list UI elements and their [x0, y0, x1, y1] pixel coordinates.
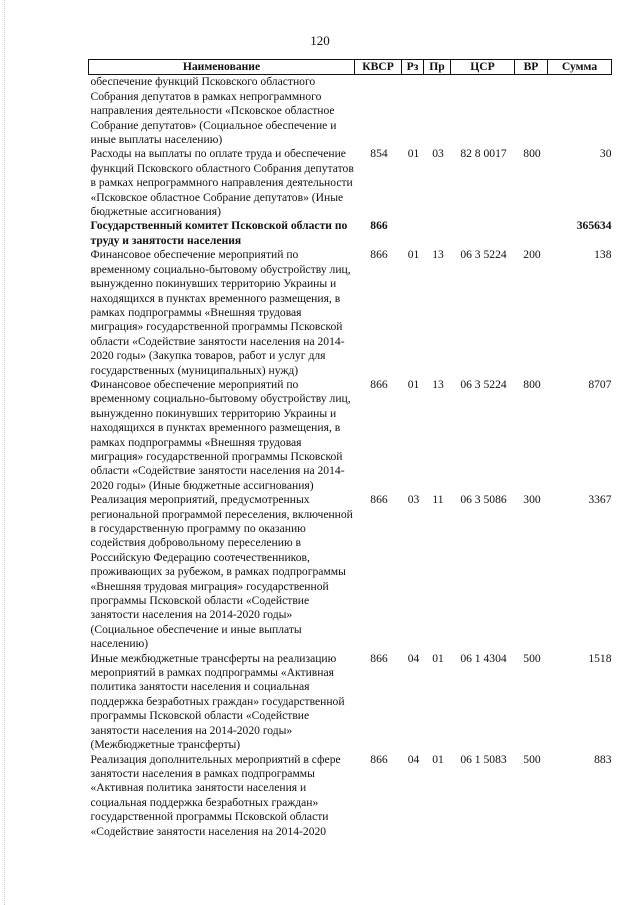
row-vr: 300 — [523, 493, 541, 507]
row-vr: 500 — [523, 651, 541, 665]
row-name: Реализация дополнительных мероприятий в сфере занятости населения в рамках подпрограммы «Активная политика занятости населения и социальная поддержка безработных граждан» государственной программы Псковской области «Содействие занятости населения на 2014-2020 — [90, 752, 341, 838]
row-name: обеспечение функций Псковского областного Собрания депутатов в рамках непрограммного направления деятельности «Псковское областное Собрание депутатов» (Социальное обеспечение и иные выплаты населению) — [90, 75, 337, 147]
header-kvsr: КВСР — [355, 60, 402, 75]
row-kvsr: 866 — [370, 219, 388, 233]
row-kvsr: 866 — [370, 651, 388, 665]
row-kvsr: 866 — [370, 752, 388, 766]
row-rz: 01 — [407, 147, 420, 161]
header-sum: Сумма — [548, 60, 612, 75]
page-number: 120 — [310, 33, 330, 48]
table-row-section — [89, 219, 612, 248]
row-pr: 13 — [432, 248, 444, 262]
table-body — [89, 75, 612, 839]
table-row — [89, 248, 612, 378]
row-kvsr: 854 — [370, 147, 388, 161]
row-sum: 3367 — [588, 493, 612, 507]
row-sum: 138 — [594, 248, 612, 262]
table-header — [89, 60, 612, 75]
row-pr: 11 — [432, 493, 444, 507]
table-row — [89, 493, 612, 651]
row-pr: 13 — [432, 377, 444, 391]
table-row — [89, 147, 612, 219]
row-sum — [548, 75, 612, 148]
row-csr: 06 3 5224 — [460, 377, 507, 391]
row-pr: 03 — [432, 147, 444, 161]
header-name: Наименование — [89, 60, 355, 75]
row-csr: 06 1 4304 — [460, 651, 507, 665]
row-rz — [402, 219, 424, 248]
row-sum: 1518 — [588, 651, 612, 665]
header-vr: ВР — [515, 60, 548, 75]
row-vr: 800 — [523, 377, 541, 391]
row-rz: 04 — [407, 752, 420, 766]
row-pr: 01 — [432, 752, 444, 766]
row-kvsr: 866 — [370, 248, 388, 262]
row-sum: 883 — [594, 752, 612, 766]
header-pr: Пр — [424, 60, 451, 75]
row-kvsr: 866 — [370, 493, 388, 507]
row-csr: 06 3 5224 — [460, 248, 507, 262]
row-name: Государственный комитет Псковской области по труду и занятости населения — [90, 219, 348, 247]
header-rz: Рз — [402, 60, 424, 75]
row-sum: 365634 — [576, 219, 612, 233]
row-pr — [424, 75, 451, 148]
row-csr: 06 3 5086 — [460, 493, 507, 507]
row-rz: 01 — [407, 248, 420, 262]
row-name: Финансовое обеспечение мероприятий по временному социально-бытовому обустройству лиц, вынужденно покинувших территорию Украины и находящихся в пунктах временного размещения, в рамках подпрограммы «Внешняя трудовая миграция» государственной программы Псковской области «Содействие занятости населения на 2014-2020 годы» (Иные бюджетные ассигнования) — [90, 377, 351, 492]
table-row — [89, 378, 612, 493]
row-name: Иные межбюджетные трансферты на реализацию мероприятий в рамках подпрограммы «Активная политика занятости населения и социальная поддержка безработных граждан» государственной программы Псковской области «Содействие занятости населения на 2014-2020 годы» (Межбюджетные трансферты) — [90, 651, 345, 752]
row-sum: 8707 — [588, 377, 612, 391]
row-pr — [424, 219, 451, 248]
row-csr — [451, 219, 515, 248]
row-vr — [515, 219, 548, 248]
row-rz — [402, 75, 424, 148]
row-rz: 01 — [407, 377, 420, 391]
row-vr: 500 — [523, 752, 541, 766]
row-name: Финансовое обеспечение мероприятий по временному социально-бытовому обустройству лиц, вынужденно покинувших территорию Украины и находящихся в пунктах временного размещения, в рамках подпрограммы «Внешняя трудовая миграция» государственной программы Псковской области «Содействие занятости населения на 2014-2020 годы» (Закупка товаров, работ и услуг для государственных (муниципальных) нужд) — [90, 248, 351, 377]
header-csr: ЦСР — [451, 60, 515, 75]
table-row — [89, 652, 612, 753]
scan-edge-line — [4, 0, 6, 905]
table-row — [89, 75, 612, 148]
row-name: Реализация мероприятий, предусмотренных региональной программой переселения, включенной в государственную программу по оказанию содействия добровольному переселению в Российскую Федерацию соотечественников, проживающих за рубежом, в рамках подпрограммы «Внешняя трудовая миграция» государственной программы Псковской области «Содействие занятости населения на 2014-2020 годы» (Социальное обеспечение и иные выплаты населению) — [90, 493, 353, 651]
row-kvsr — [355, 75, 402, 148]
table-row — [89, 753, 612, 839]
row-sum: 30 — [599, 147, 612, 161]
row-rz: 04 — [407, 651, 420, 665]
budget-table — [88, 59, 612, 839]
row-csr — [451, 75, 515, 148]
row-csr: 82 8 0017 — [460, 147, 507, 161]
row-rz: 03 — [407, 493, 420, 507]
row-kvsr: 866 — [370, 377, 388, 391]
row-vr — [515, 75, 548, 148]
row-name: Расходы на выплаты по оплате труда и обеспечение функций Псковского областного Собрания депутатов в рамках непрограммного направления деятельности «Псковское областное Собрание депутатов» (Иные бюджетные ассигнования) — [90, 147, 354, 219]
row-csr: 06 1 5083 — [460, 752, 507, 766]
row-vr: 200 — [523, 248, 541, 262]
row-pr: 01 — [432, 651, 444, 665]
row-vr: 800 — [523, 147, 541, 161]
